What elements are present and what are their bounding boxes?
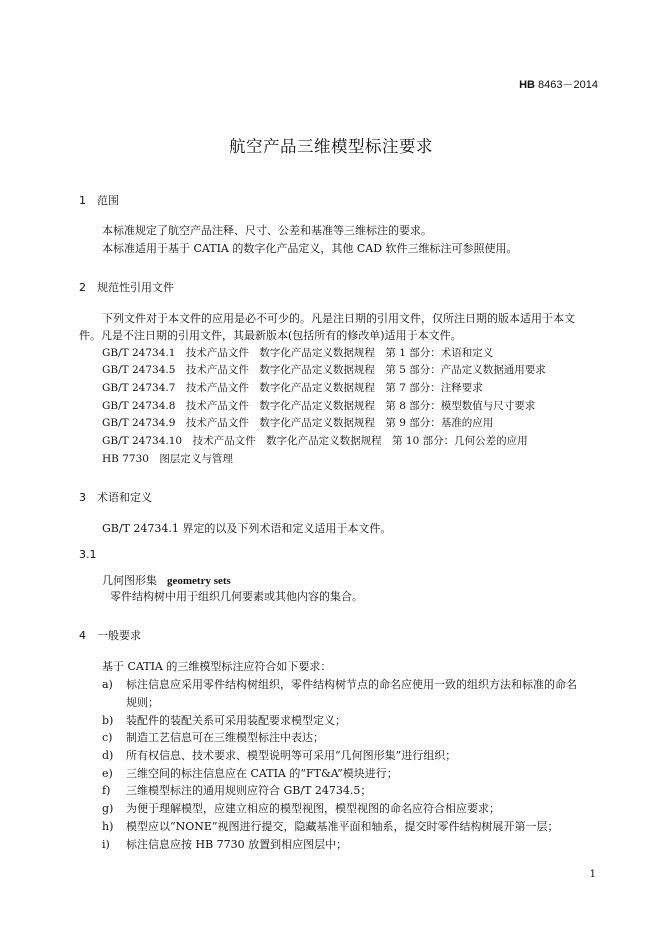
requirement-item-d: d) 所有权信息、技术要求、模型说明等可采用“几何图形集”进行组织； <box>102 749 457 762</box>
section-3-intro: GB/T 24734.1 界定的以及下列术语和定义适用于本文件。 <box>102 522 392 535</box>
page-number: 1 <box>589 869 596 880</box>
requirement-item-h: h) 模型应以“NONE”视图进行提交，隐藏基准平面和轴系，提交时零件结构树展开第一层； <box>102 820 559 833</box>
requirement-item-a: a) 标注信息应采用零件结构树组织，零件结构树节点的命名应使用一致的组织方法和标准的命名 <box>102 678 577 691</box>
requirement-item-g: g) 为便于理解模型，应建立相应的模型视图，模型视图的命名应符合相应要求； <box>102 802 500 815</box>
requirement-item-a-continued: 规则； <box>126 696 159 709</box>
reference-item: GB/T 24734.1 技术产品文件 数字化产品定义数据规程 第 1 部分：术语和定义 <box>102 347 494 359</box>
reference-item: GB/T 24734.8 技术产品文件 数字化产品定义数据规程 第 8 部分：模型数值与尺寸要求 <box>102 400 536 412</box>
section-4-intro: 基于 CATIA 的三维模型标注应符合如下要求： <box>102 660 332 673</box>
term-entry: 几何图形集 geometry sets <box>102 574 231 587</box>
section-3-heading: 3 术语和定义 <box>79 491 152 504</box>
section-1-para-2: 本标准适用于基于 CATIA 的数字化产品定义，其他 CAD 软件三维标注可参照使用。 <box>102 242 518 255</box>
section-2-intro-line-1: 下列文件对于本文件的应用是必不可少的。凡是注日期的引用文件，仅所注日期的版本适用于本文 <box>102 312 575 325</box>
reference-item: GB/T 24734.10 技术产品文件 数字化产品定义数据规程 第 10 部分：几何公差的应用 <box>102 435 528 447</box>
requirement-item-e: e) 三维空间的标注信息应在 CATIA 的“FT&A”模块进行； <box>102 767 398 780</box>
section-1-para-1: 本标准规定了航空产品注释、尺寸、公差和基准等三维标注的要求。 <box>102 224 432 237</box>
reference-item: GB/T 24734.7 技术产品文件 数字化产品定义数据规程 第 7 部分：注释要求 <box>102 382 483 394</box>
term-definition: 零件结构树中用于组织几何要素或其他内容的集合。 <box>110 590 363 603</box>
standard-number: HB 8463－2014 <box>519 79 598 91</box>
document-title: 航空产品三维模型标注要求 <box>229 137 433 156</box>
section-4-heading: 4 一般要求 <box>79 629 141 642</box>
reference-item: HB 7730 图层定义与管理 <box>102 453 233 465</box>
requirement-item-b: b) 装配件的装配关系可采用装配要求模型定义； <box>102 714 346 727</box>
subsection-3-1-number: 3.1 <box>79 548 97 561</box>
requirement-item-i: i) 标注信息应按 HB 7730 放置到相应图层中； <box>102 838 348 851</box>
reference-item: GB/T 24734.9 技术产品文件 数字化产品定义数据规程 第 9 部分：基准的应用 <box>102 417 494 429</box>
reference-item: GB/T 24734.5 技术产品文件 数字化产品定义数据规程 第 5 部分：产品定义数据通用要求 <box>102 364 546 376</box>
requirement-item-c: c) 制造工艺信息可在三维模型标注中表达； <box>102 731 324 744</box>
section-2-intro-line-2: 件。凡是不注日期的引用文件，其最新版本(包括所有的修改单)适用于本文件。 <box>79 329 462 342</box>
section-1-heading: 1 范围 <box>79 194 119 207</box>
requirement-item-f: f) 三维模型标注的通用规则应符合 GB/T 24734.5； <box>102 784 372 797</box>
section-2-heading: 2 规范性引用文件 <box>79 281 174 294</box>
